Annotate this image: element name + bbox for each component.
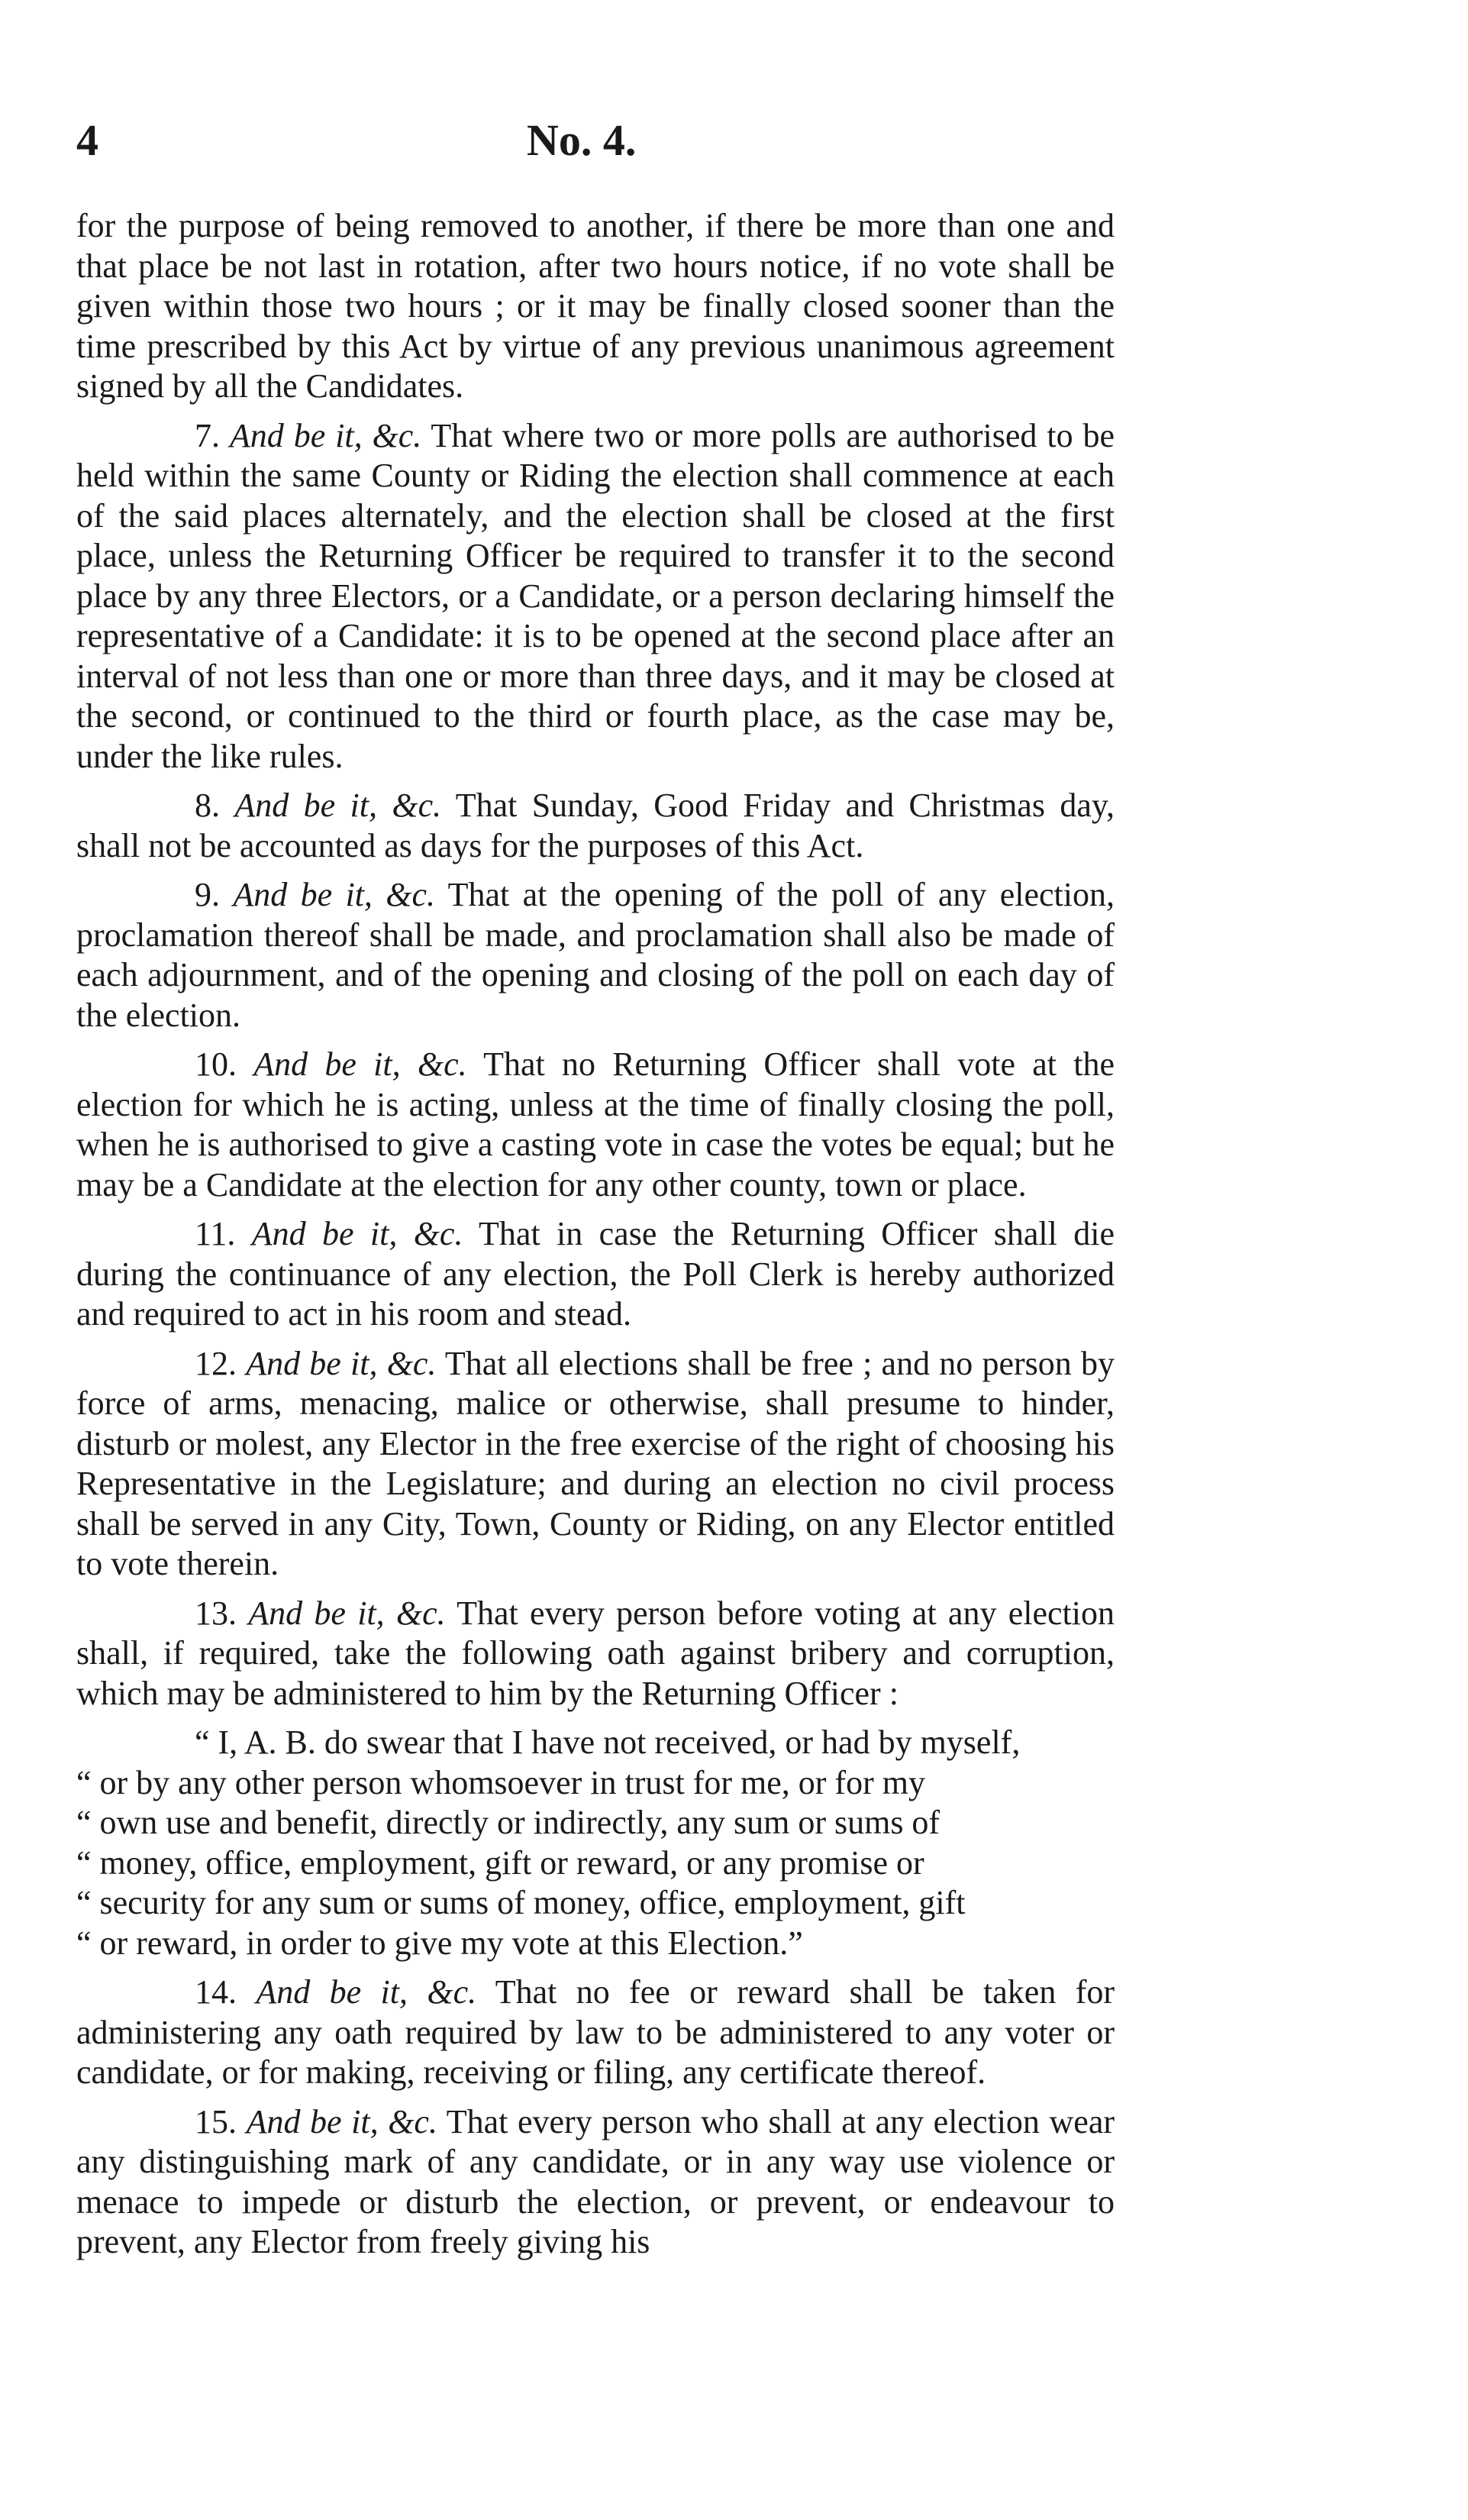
enacting-clause: And be it, &c.	[246, 2102, 437, 2140]
page-number: 4	[76, 115, 98, 165]
section-text: That Sunday, Good Friday and Christmas day, shall not be accounted as days for the purposes of this Act.	[76, 787, 1115, 864]
section-text: That no Returning Officer shall vote at the election for which he is acting, unless at the time of finally closing the poll, when he is authorised to give a casting vote in case the votes be equal; but he may be a Candidate at the election for any other county, town or place.	[76, 1045, 1115, 1203]
section-14	[76, 1972, 1115, 2093]
oath-line: “ money, office, employment, gift or reward, or any promise or	[76, 1843, 924, 1882]
document-page	[76, 115, 1115, 2272]
enacting-clause: And be it, &c.	[253, 1045, 467, 1083]
enacting-clause: And be it, &c.	[256, 1973, 477, 2011]
section-text: That every person before voting at any election shall, if required, take the following oath against bribery and corruption, which may be administered to him by the Returning Officer :	[76, 1594, 1115, 1712]
section-15	[76, 2102, 1115, 2263]
enacting-clause: And be it, &c.	[229, 416, 422, 454]
oath-line: “ or reward, in order to give my vote at this Election.”	[76, 1924, 803, 1962]
section-text: That at the opening of the poll of any election, proclamation thereof shall be made, and proclamation shall also be made of each adjournment, and of the opening and closing of the poll on each day of the election.	[76, 876, 1115, 1034]
section-text: That every person who shall at any election wear any distinguishing mark of any candidate, or in any way use violence or menace to impede or disturb the election, or prevent, or endeavour to prevent, any Elector from freely giving his	[76, 2102, 1115, 2260]
section-number: 13.	[195, 1594, 237, 1632]
enacting-clause: And be it, &c.	[233, 876, 436, 913]
section-number: 10.	[195, 1045, 237, 1083]
section-text: That in case the Returning Officer shall die during the continuance of any election, the Poll Clerk is hereby authorized and required to act in his room and stead.	[76, 1215, 1115, 1333]
oath-line: “ own use and benefit, directly or indirectly, any sum or sums of	[76, 1804, 940, 1841]
section-8	[76, 786, 1115, 866]
page-header	[76, 115, 1115, 206]
section-number: 11.	[195, 1215, 236, 1252]
section-number: 7.	[195, 416, 220, 454]
section-number: 15.	[195, 2102, 237, 2140]
section-number: 8.	[195, 787, 220, 824]
oath-line: “ security for any sum or sums of money, office, employment, gift	[76, 1884, 966, 1921]
section-13	[76, 1594, 1115, 1714]
enacting-clause: And be it, &c.	[251, 1215, 463, 1252]
enacting-clause: And be it, &c.	[234, 787, 442, 824]
section-text: That where two or more polls are authorised to be held within the same County or Riding the election shall commence at each of the said places alternately, and the election shall be closed at the first place, unless the Returning Officer be required to transfer it to the second place by any three Electors, or a Candidate, or a person declaring himself the representative of a Candidate: it is to be opened at the second place after an interval of not less than one or more than three days, and it may be closed at the second, or continued to the third or fourth place, as the case may be, under the like rules.	[76, 416, 1115, 775]
section-12	[76, 1344, 1115, 1585]
section-number: 12.	[195, 1344, 237, 1382]
paragraph-text: for the purpose of being removed to another, if there be more than one and that place be not last in rotation, after two hours notice, if no vote shall be given within those two hours ; or it may be finally closed sooner than the time prescribed by this Act by virtue of any previous unanimous agreement signed by all the Candidates.	[76, 207, 1115, 405]
section-text: That all elections shall be free ; and no person by force of arms, menacing, malice or otherwise, shall presume to hinder, disturb or molest, any Elector in the free exercise of the right of choosing his Representative in the Legislature; and during an election no civil process shall be served in any City, Town, County or Riding, on any Elector entitled to vote therein.	[76, 1344, 1115, 1582]
oath-line: “ I, A. B. do swear that I have not received, or had by myself,	[195, 1724, 1021, 1761]
oath-line: “ or by any other person whomsoever in trust for me, or for my	[76, 1763, 925, 1801]
section-7	[76, 416, 1115, 777]
section-10	[76, 1045, 1115, 1205]
document-body	[76, 206, 1115, 2263]
section-text: That no fee or reward shall be taken for administering any oath required by law to be administered to any voter or candidate, or for making, receiving or filing, any certificate thereof.	[76, 1973, 1115, 2091]
enacting-clause: And be it, &c.	[248, 1594, 446, 1632]
section-number: 14.	[195, 1973, 237, 2011]
paragraph-continuation	[76, 206, 1115, 407]
section-number: 9.	[195, 876, 220, 913]
oath-block	[76, 1723, 1115, 1963]
section-9	[76, 875, 1115, 1035]
page-title: No. 4.	[527, 115, 637, 165]
enacting-clause: And be it, &c.	[246, 1344, 437, 1382]
section-11	[76, 1214, 1115, 1335]
